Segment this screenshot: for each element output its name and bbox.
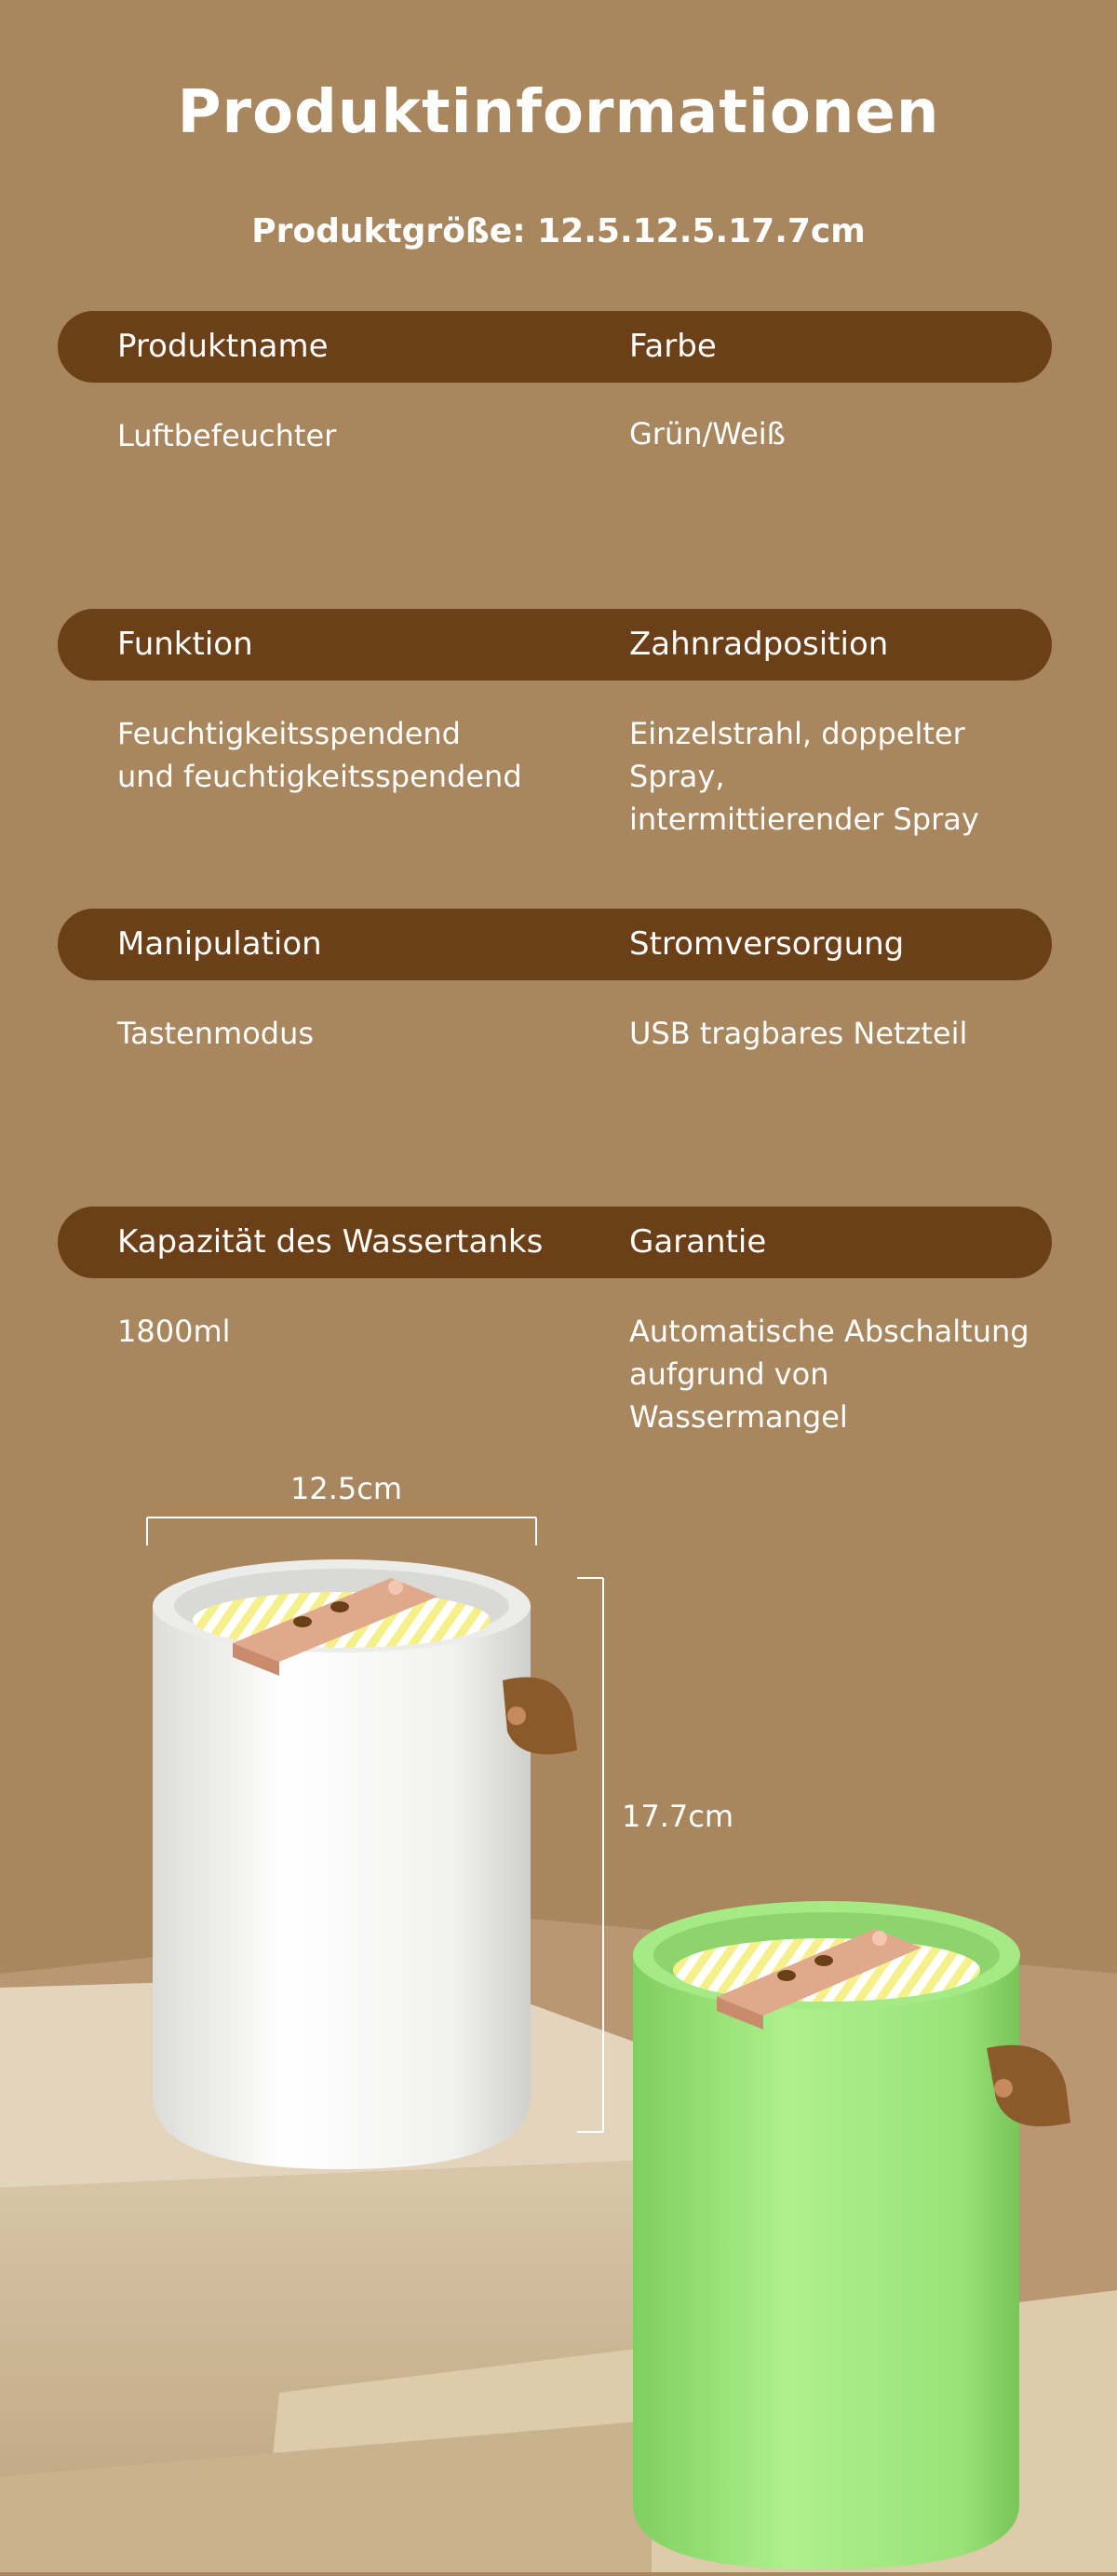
spec-section-name-color bbox=[58, 311, 1052, 453]
spec-value-right: Automatische Abschaltung aufgrund von Wassermangel bbox=[629, 1314, 1030, 1435]
spec-header-right: Garantie bbox=[629, 1223, 767, 1261]
product-scene-svg bbox=[0, 1452, 1117, 2572]
spec-value-right: USB tragbares Netzteil bbox=[629, 1016, 968, 1051]
spec-header-left: Kapazität des Wassertanks bbox=[117, 1223, 544, 1261]
product-size-line: Produktgröße: 12.5.12.5.17.7cm bbox=[251, 212, 866, 250]
spec-header-left: Manipulation bbox=[117, 925, 322, 963]
spec-header-right: Farbe bbox=[629, 328, 717, 365]
spec-header-left: Funktion bbox=[117, 626, 253, 663]
height-dimension-label: 17.7cm bbox=[622, 1799, 734, 1834]
spec-section-control-power bbox=[58, 909, 1052, 1051]
spec-value-right: Grün/Weiß bbox=[629, 416, 786, 452]
spec-section-function-gear bbox=[58, 609, 1052, 837]
spec-header-bar bbox=[58, 311, 1052, 383]
width-dimension-marker bbox=[147, 1517, 536, 1545]
spec-value-left: Tastenmodus bbox=[117, 1016, 315, 1051]
green-humidifier bbox=[633, 1901, 1070, 2569]
spec-value-right: Einzelstrahl, doppelter Spray, intermittierender Spray bbox=[629, 716, 979, 837]
spec-header-right: Stromversorgung bbox=[629, 925, 905, 963]
spec-header-right: Zahnradposition bbox=[629, 626, 889, 663]
spec-value-left: Feuchtigkeitsspendend und feuchtigkeitsspendend bbox=[117, 716, 522, 794]
product-illustration bbox=[0, 1452, 1117, 2572]
page-title: Produktinformationen bbox=[177, 78, 940, 147]
spec-header-bar bbox=[58, 1207, 1052, 1278]
spec-header-bar bbox=[58, 909, 1052, 980]
white-humidifier bbox=[153, 1559, 577, 2169]
spec-value-left: 1800ml bbox=[117, 1314, 231, 1349]
spec-section-capacity-warranty bbox=[58, 1207, 1052, 1435]
width-dimension-label: 12.5cm bbox=[290, 1471, 403, 1506]
spec-header-bar bbox=[58, 609, 1052, 681]
spec-header-left: Produktname bbox=[117, 328, 329, 365]
spec-value-left: Luftbefeuchter bbox=[117, 418, 337, 453]
